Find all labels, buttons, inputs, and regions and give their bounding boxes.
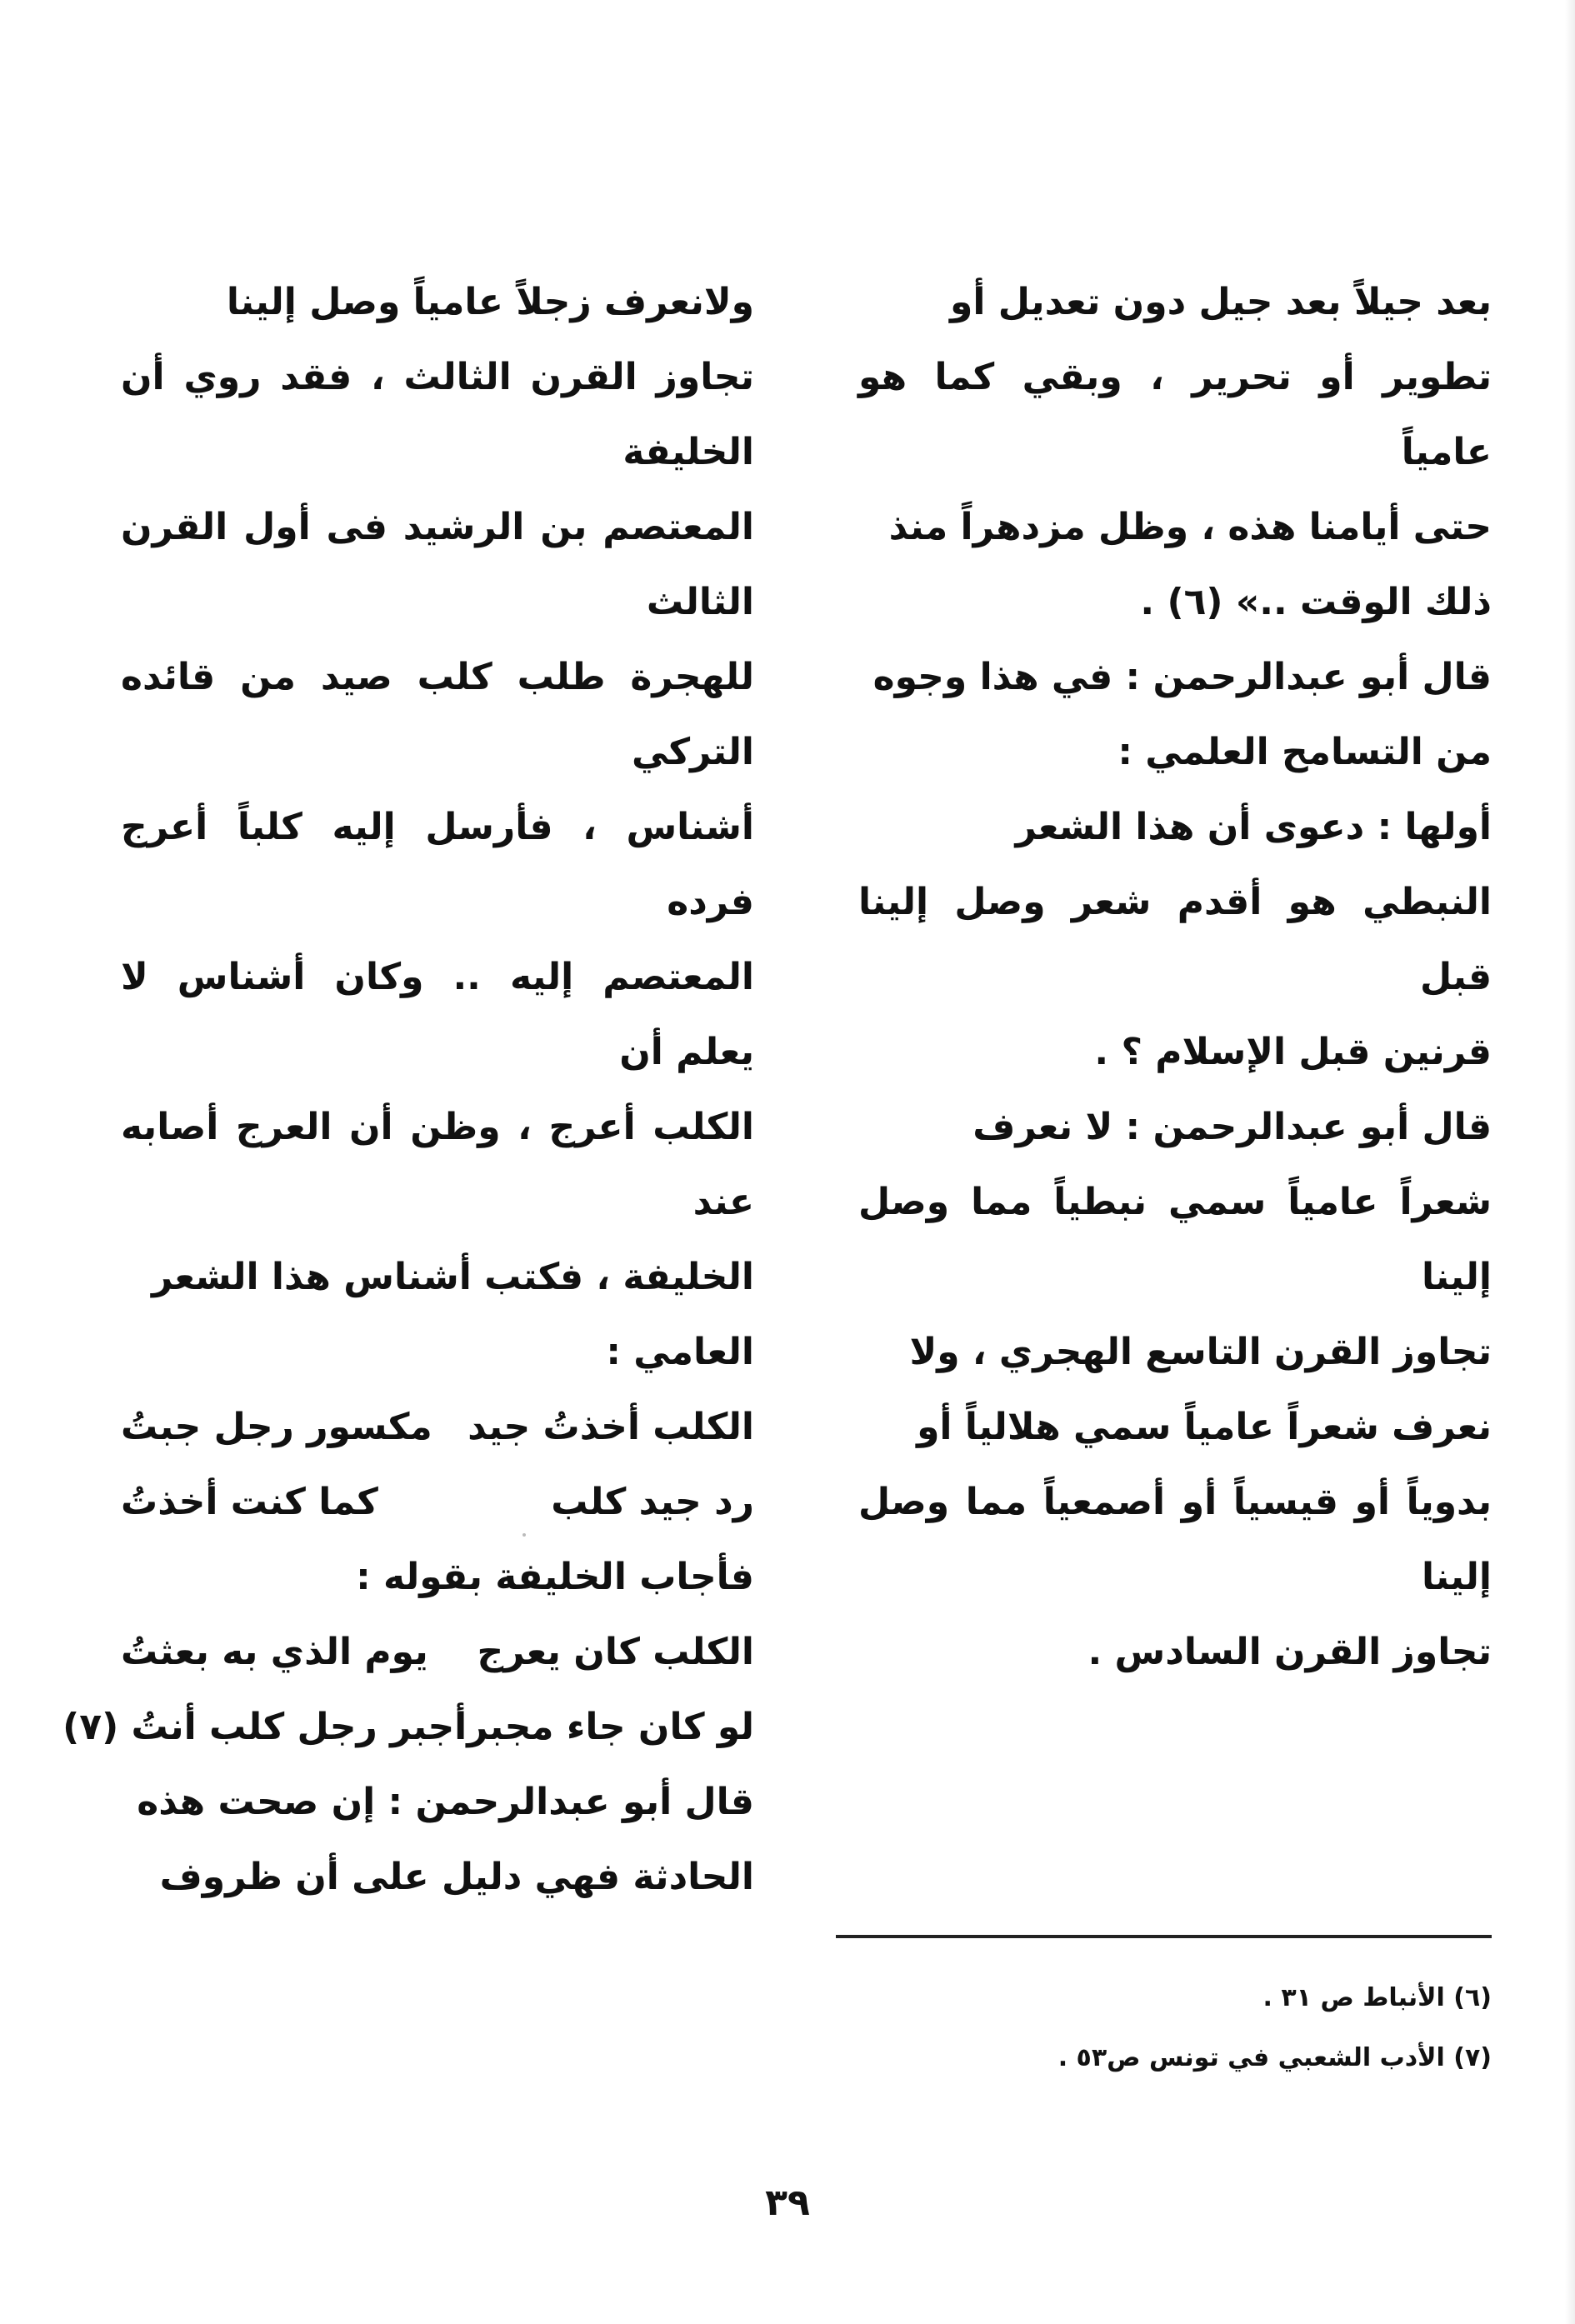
paragraph-line: النبطي هو أقدم شعر وصل إلينا قبل bbox=[858, 881, 1492, 998]
footnote: (٦) الأنباط ص ٣١ . bbox=[1262, 1983, 1492, 2012]
paragraph-line: قال أبو عبدالرحمن : لا نعرف bbox=[972, 1106, 1492, 1148]
verse-second-hemistich: يوم الذي به بعثتُ bbox=[121, 1631, 428, 1673]
paragraph-line: الحادثة فهي دليل على أن ظروف bbox=[159, 1856, 754, 1898]
verse-second-hemistich: كما كنت أخذتُ bbox=[121, 1481, 378, 1523]
paragraph-line: أشناس ، فأرسل إليه كلباً أعرج فرده bbox=[121, 806, 754, 923]
paragraph-line: تجاوز القرن التاسع الهجري ، ولا bbox=[909, 1331, 1492, 1373]
right-text-column bbox=[858, 265, 1492, 1690]
footnote: (٧) الأدب الشعبي في تونس ص٥٣ . bbox=[1058, 2043, 1492, 2072]
paragraph-line: نعرف شعراً عامياً سمي هلالياً أو bbox=[917, 1406, 1492, 1448]
paragraph-line: تجاوز القرن الثالث ، فقد روي أن الخليفة bbox=[121, 356, 754, 473]
poem-verse bbox=[62, 1690, 754, 1765]
footnote-divider bbox=[836, 1935, 1492, 1938]
verse-first-hemistich: الكلب أخذتُ جيد bbox=[468, 1406, 754, 1448]
paragraph-line: حتى أيامنا هذه ، وظل مزدهراً منذ bbox=[888, 506, 1492, 548]
paragraph-line: ولانعرف زجلاً عامياً وصل إلينا bbox=[226, 281, 754, 323]
verse-first-hemistich: لو كان جاء مجبر bbox=[467, 1706, 754, 1748]
paragraph-line: للهجرة طلب كلب صيد من قائده التركي bbox=[121, 656, 754, 773]
paragraph-line: شعراً عامياً سمي نبطياً مما وصل إلينا bbox=[858, 1181, 1492, 1298]
paragraph-line: بعد جيلاً بعد جيل دون تعديل أو bbox=[950, 281, 1492, 323]
paragraph-line: قرنين قبل الإسلام ؟ . bbox=[1094, 1031, 1492, 1073]
paragraph-line: الخليفة ، فكتب أشناس هذا الشعر bbox=[152, 1256, 754, 1298]
paragraph-line: قال أبو عبدالرحمن : في هذا وجوه bbox=[872, 656, 1492, 698]
paragraph-line: المعتصم إليه .. وكان أشناس لا يعلم أن bbox=[121, 956, 754, 1073]
verse-second-hemistich: أجبر رجل كلب أنتُ (٧) bbox=[62, 1706, 468, 1748]
page-edge-shadow bbox=[1565, 0, 1575, 2324]
stray-dot bbox=[522, 1533, 526, 1537]
paragraph-line: أولها : دعوى أن هذا الشعر bbox=[1015, 806, 1492, 848]
paragraph-line: المعتصم بن الرشيد فى أول القرن الثالث bbox=[121, 506, 754, 623]
paragraph-line: تطوير أو تحرير ، وبقي كما هو عامياً bbox=[858, 356, 1492, 473]
footnotes bbox=[836, 1968, 1492, 2088]
paragraph-line: فأجاب الخليفة بقوله : bbox=[356, 1556, 754, 1598]
paragraph-line: الكلب أعرج ، وظن أن العرج أصابه عند bbox=[121, 1106, 754, 1223]
page-number: ٣٩ bbox=[765, 2182, 810, 2224]
paragraph-line: من التسامح العلمي : bbox=[1118, 731, 1492, 773]
left-text-column bbox=[62, 265, 754, 1915]
paragraph-line: تجاوز القرن السادس . bbox=[1088, 1631, 1492, 1673]
poem-verse bbox=[121, 1390, 754, 1465]
paragraph-line: بدوياً أو قيسياً أو أصمعياً مما وصل إلينا bbox=[858, 1481, 1492, 1598]
poem-verse bbox=[121, 1615, 754, 1690]
paragraph-line: العامي : bbox=[606, 1331, 754, 1373]
poem-verse bbox=[121, 1465, 754, 1540]
paragraph-line: ذلك الوقت ..» (٦) . bbox=[1140, 581, 1492, 623]
paragraph-line: قال أبو عبدالرحمن : إن صحت هذه bbox=[137, 1781, 754, 1823]
verse-second-hemistich: مكسور رجل جبتُ bbox=[121, 1406, 432, 1448]
verse-first-hemistich: الكلب كان يعرج bbox=[477, 1631, 754, 1673]
verse-first-hemistich: رد جيد كلب bbox=[551, 1481, 754, 1523]
